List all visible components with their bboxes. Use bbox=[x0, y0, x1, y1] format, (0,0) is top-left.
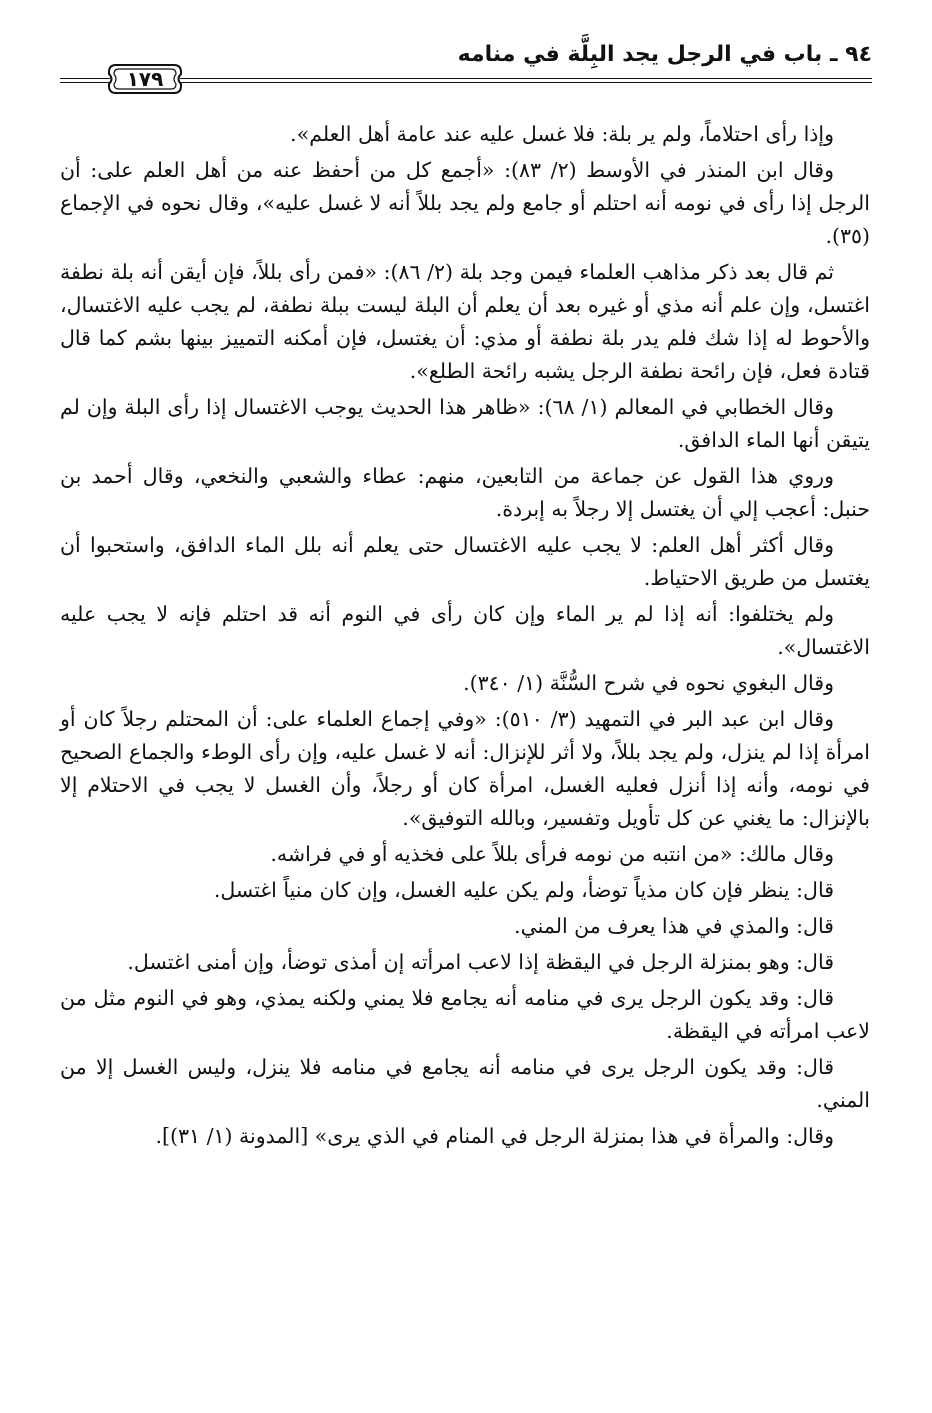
paragraph: وقال البغوي نحوه في شرح السُّنَّة (١/ ٣٤٠). bbox=[463, 671, 834, 695]
page-number-frame bbox=[106, 62, 184, 96]
paragraph: وقال: والمرأة في هذا بمنزلة الرجل في المنام في الذي يرى» [المدونة (١/ ٣١)]. bbox=[155, 1124, 834, 1148]
body-text bbox=[60, 118, 870, 1156]
paragraph: قال: وهو بمنزلة الرجل في اليقظة إذا لاعب امرأته إن أمذى توضأ، وإن أمنى اغتسل. bbox=[127, 950, 834, 974]
header-rule-right bbox=[180, 78, 872, 83]
header-rule-left bbox=[60, 78, 110, 83]
paragraph: وقال ابن المنذر في الأوسط (٢/ ٨٣): «أجمع كل من أحفظ عنه من أهل العلم على: أن الرجل إذا رأى في نومه أنه احتلم أو جامع ولم يجد بللاً أنه لا غسل عليه»، وقال نحوه في الإجماع (٣٥). bbox=[60, 158, 870, 248]
paragraph: قال: وقد يكون الرجل يرى في منامه أنه يجامع في منامه فلا ينزل، وليس الغسل إلا من المني. bbox=[60, 1055, 870, 1112]
paragraph: وقال الخطابي في المعالم (١/ ٦٨): «ظاهر هذا الحديث يوجب الاغتسال إذا رأى البلة وإن لم يتيقن أنها الماء الدافق. bbox=[60, 395, 870, 452]
paragraph: ثم قال بعد ذكر مذاهب العلماء فيمن وجد بلة (٢/ ٨٦): «فمن رأى بللاً، فإن أيقن أنه بلة نطفة اغتسل، وإن علم أنه مذي أو غيره بعد أن يعلم أن البلة ليست ببلة نطفة، لم يجب عليه الاغتسال، والأحوط له إذا شك فلم يدر بلة نطفة أو مذي: أن يغتسل، فإن أمكنه التمييز بينها بشم كما قال قتادة فعل، فإن رائحة نطفة الرجل يشبه رائحة الطلع». bbox=[60, 260, 870, 383]
page-header bbox=[60, 40, 872, 100]
paragraph: وروي هذا القول عن جماعة من التابعين، منهم: عطاء والشعبي والنخعي، وقال أحمد بن حنبل: أعجب إلي أن يغتسل إلا رجلاً به إبردة. bbox=[60, 464, 870, 521]
paragraph: وقال أكثر أهل العلم: لا يجب عليه الاغتسال حتى يعلم أنه بلل الماء الدافق، واستحبوا أن يغتسل من طريق الاحتياط. bbox=[60, 533, 870, 590]
chapter-title: ٩٤ ـ باب في الرجل يجد البِلَّة في منامه bbox=[457, 42, 872, 67]
paragraph: قال: ينظر فإن كان مذياً توضأ، ولم يكن عليه الغسل، وإن كان منياً اغتسل. bbox=[213, 878, 834, 902]
paragraph: وقال مالك: «من انتبه من نومه فرأى بللاً على فخذيه أو في فراشه. bbox=[270, 842, 834, 866]
paragraph: ولم يختلفوا: أنه إذا لم ير الماء وإن كان رأى في النوم أنه قد احتلم فإنه لا يجب عليه الاغتسال». bbox=[60, 602, 870, 659]
paragraph: قال: وقد يكون الرجل يرى في منامه أنه يجامع فلا يمني ولكنه يمذي، وهو في النوم مثل من لاعب امرأته في اليقظة. bbox=[60, 986, 870, 1043]
page-number: ١٧٩ bbox=[126, 67, 164, 91]
paragraph: قال: والمذي في هذا يعرف من المني. bbox=[514, 914, 834, 938]
paragraph: وقال ابن عبد البر في التمهيد (٣/ ٥١٠): «وفي إجماع العلماء على: أن المحتلم رجلاً كان أو امرأة إذا لم ينزل، ولم يجد بللاً، ولا أثر للإنزال: أنه لا غسل عليه، وإن رأى الوطء والجماع الصحيح في نومه، وأنه إذا أنزل فعليه الغسل، امرأة كان أو رجلاً، وأن الغسل لا يجب في الاحتلام إلا بالإنزال: ما يغني عن كل تأويل وتفسير، وبالله التوفيق». bbox=[60, 707, 870, 830]
paragraph: وإذا رأى احتلاماً، ولم ير بلة: فلا غسل عليه عند عامة أهل العلم». bbox=[290, 122, 834, 146]
